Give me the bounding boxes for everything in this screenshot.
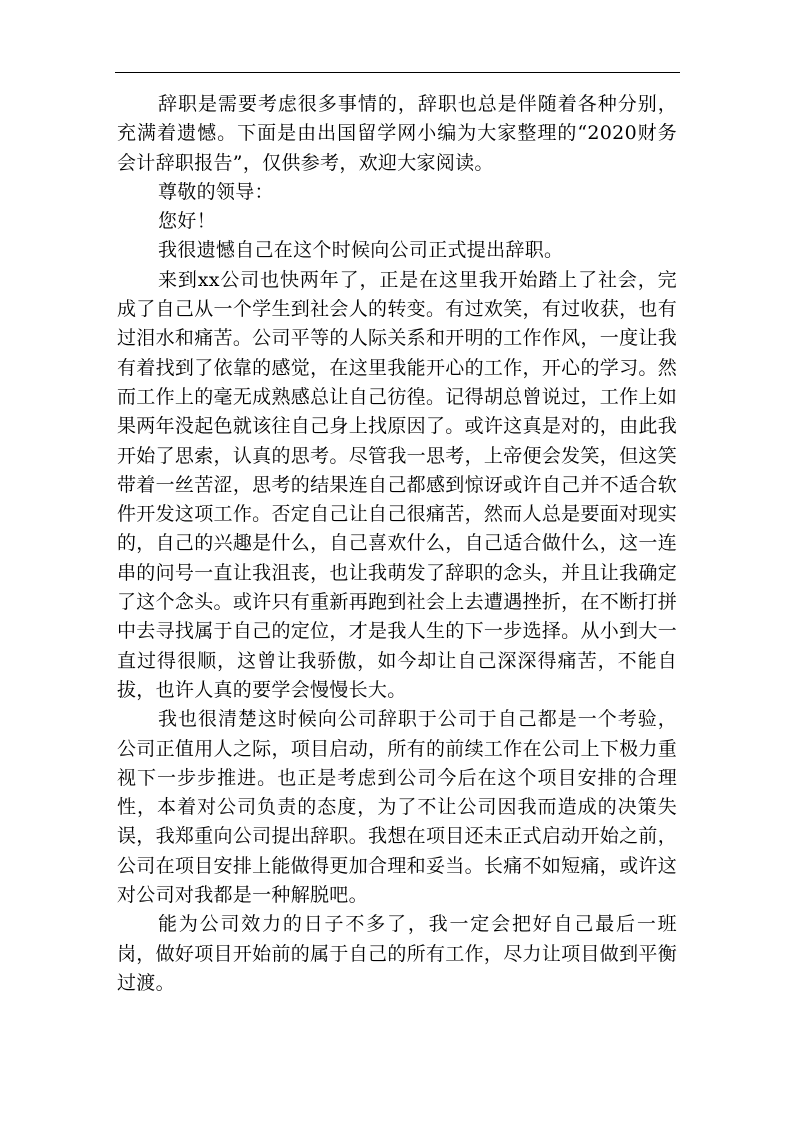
body-paragraph-reflection: 来到xx公司也快两年了，正是在这里我开始踏上了社会，完成了自己从一个学生到社会人的转变。有过欢笑，有过收获，也有过泪水和痛苦。公司平等的人际关系和开明的工作作风，一度让我有着找到了依靠的感觉，在这里我能开心的工作，开心的学习。然而工作上的毫无成熟感总让自己彷徨。记得胡总曾说过，工作上如果两年没起色就该往自己身上找原因了。或许这真是对的，由此我开始了思索，认真的思考。尽管我一思考，上帝便会发笑，但这笑带着一丝苦涩，思考的结果连自己都感到惊讶或许自己并不适合软件开发这项工作。否定自己让自己很痛苦，然而人总是要面对现实的，自己的兴趣是什么，自己喜欢什么，自己适合做什么，这一连串的问号一直让我沮丧，也让我萌发了辞职的念头，并且让我确定了这个念头。或许只有重新再跑到社会上去遭遇挫折，在不断打拼中去寻找属于自己的定位，才是我人生的下一步选择。从小到大一直过得很顺，这曾让我骄傲，如今却让自己深深得痛苦，不能自拔，也许人真的要学会慢慢长大。 — [117, 268, 677, 701]
resignation-statement: 我很遗憾自己在这个时候向公司正式提出辞职。 — [158, 239, 564, 262]
body-paragraph-company-consideration: 我也很清楚这时候向公司辞职于公司于自己都是一个考验，公司正值用人之际，项目启动，所有的前续工作在公司上下极力重视下一步步推进。也正是考虑到公司今后在这个项目安排的合理性，本着对公司负责的态度，为了不让公司因我而造成的决策失误，我郑重向公司提出辞职。我想在项目还未正式启动开始之前，公司在项目安排上能做得更加合理和妥当。长痛不如短痛，或许这对公司对我都是一种解脱吧。 — [117, 708, 677, 907]
body-paragraph-closing: 能为公司效力的日子不多了，我一定会把好自己最后一班岗，做好项目开始前的属于自己的所有工作，尽力让项目做到平衡过渡。 — [117, 913, 677, 994]
header-rule — [115, 72, 680, 73]
salutation: 尊敬的领导： — [158, 180, 274, 203]
intro-paragraph: 辞职是需要考虑很多事情的，辞职也总是伴随着各种分别，充满着遗憾。下面是由出国留学网小编为大家整理的“2020财务会计辞职报告”，仅供参考，欢迎大家阅读。 — [117, 93, 677, 174]
document-body — [117, 90, 677, 998]
greeting: 您好！ — [158, 210, 216, 233]
